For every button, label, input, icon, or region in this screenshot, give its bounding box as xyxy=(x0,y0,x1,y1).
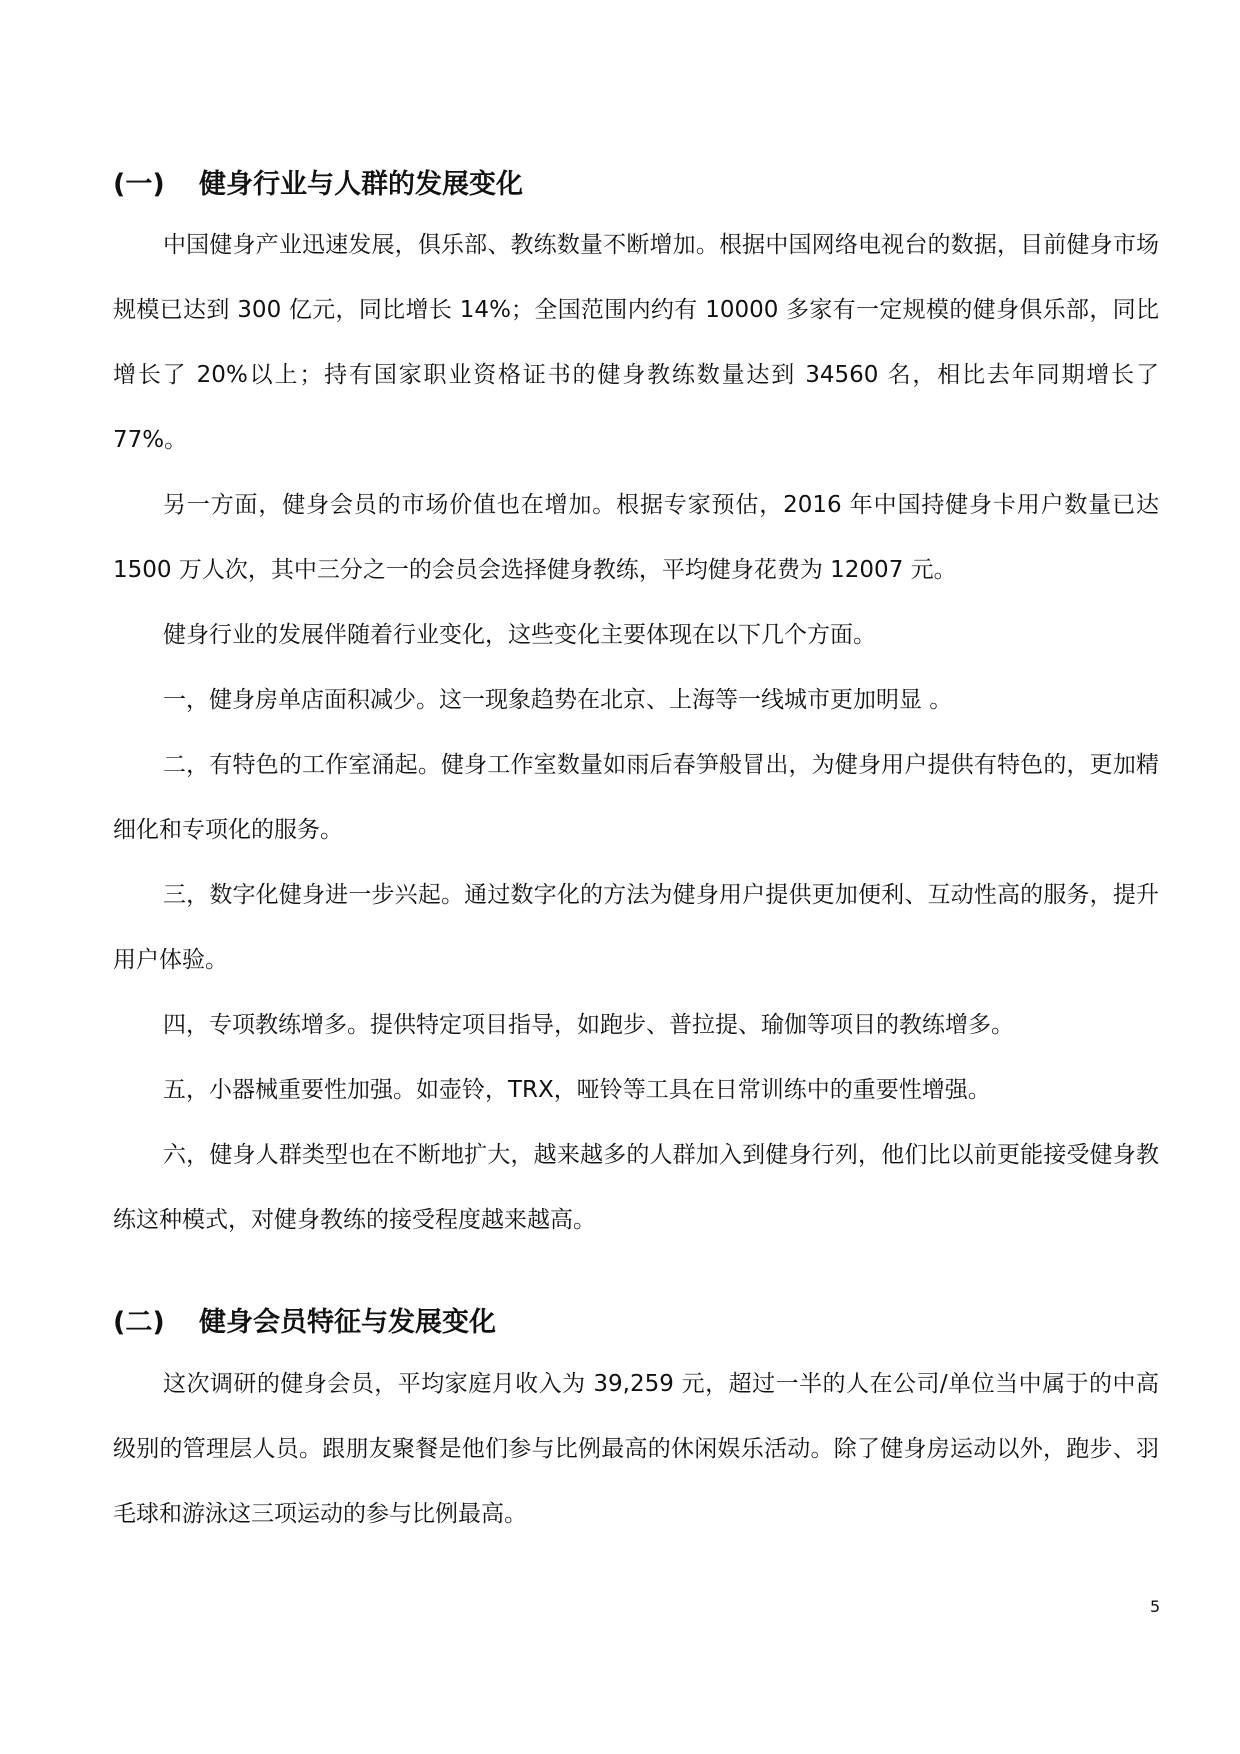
paragraph-member-value: 另一方面，健身会员的市场价值也在增加。根据专家预估，2016 年中国持健身卡用户数量已达 1500 万人次，其中三分之一的会员会选择健身教练，平均健身花费为 12007 元。 xyxy=(113,492,1159,583)
paragraph-change-2: 二，有特色的工作室涌起。健身工作室数量如雨后春笋般冒出，为健身用户提供有特色的，更加精细化和专项化的服务。 xyxy=(113,752,1159,843)
section-number-1: (一) xyxy=(113,169,165,200)
section-title-2: 健身会员特征与发展变化 xyxy=(199,1307,496,1338)
paragraph-change-4: 四，专项教练增多。提供特定项目指导，如跑步、普拉提、瑜伽等项目的教练增多。 xyxy=(163,1012,1014,1038)
paragraph-market-scale: 中国健身产业迅速发展，俱乐部、教练数量不断增加。根据中国网络电视台的数据，目前健身市场规模已达到 300 亿元，同比增长 14%；全国范围内约有 10000 多家有一定规模的健身俱乐部，同比增长了 20%以上；持有国家职业资格证书的健身教练数量达到 34560 名，相比去年同期增长了 77%。 xyxy=(113,232,1159,453)
section-number-2: (二) xyxy=(113,1307,165,1338)
paragraph-industry-changes-intro: 健身行业的发展伴随着行业变化，这些变化主要体现在以下几个方面。 xyxy=(163,622,876,648)
paragraph-change-6: 六，健身人群类型也在不断地扩大，越来越多的人群加入到健身行列，他们比以前更能接受健身教练这种模式，对健身教练的接受程度越来越高。 xyxy=(113,1142,1159,1233)
page-number: 5 xyxy=(1150,1597,1161,1616)
section-heading-2 xyxy=(113,1306,496,1340)
paragraph-change-1: 一，健身房单店面积减少。这一现象趋势在北京、上海等一线城市更加明显 。 xyxy=(163,687,953,713)
section-heading-1 xyxy=(113,168,523,202)
paragraph-change-3: 三，数字化健身进一步兴起。通过数字化的方法为健身用户提供更加便利、互动性高的服务，提升用户体验。 xyxy=(113,882,1159,973)
paragraph-change-5: 五，小器械重要性加强。如壶铃，TRX，哑铃等工具在日常训练中的重要性增强。 xyxy=(163,1077,991,1103)
section-title-1: 健身行业与人群的发展变化 xyxy=(199,169,523,200)
paragraph-member-characteristics: 这次调研的健身会员，平均家庭月收入为 39,259 元，超过一半的人在公司/单位当中属于的中高级别的管理层人员。跟朋友聚餐是他们参与比例最高的休闲娱乐活动。除了健身房运动以外，跑步、羽毛球和游泳这三项运动的参与比例最高。 xyxy=(113,1371,1159,1527)
